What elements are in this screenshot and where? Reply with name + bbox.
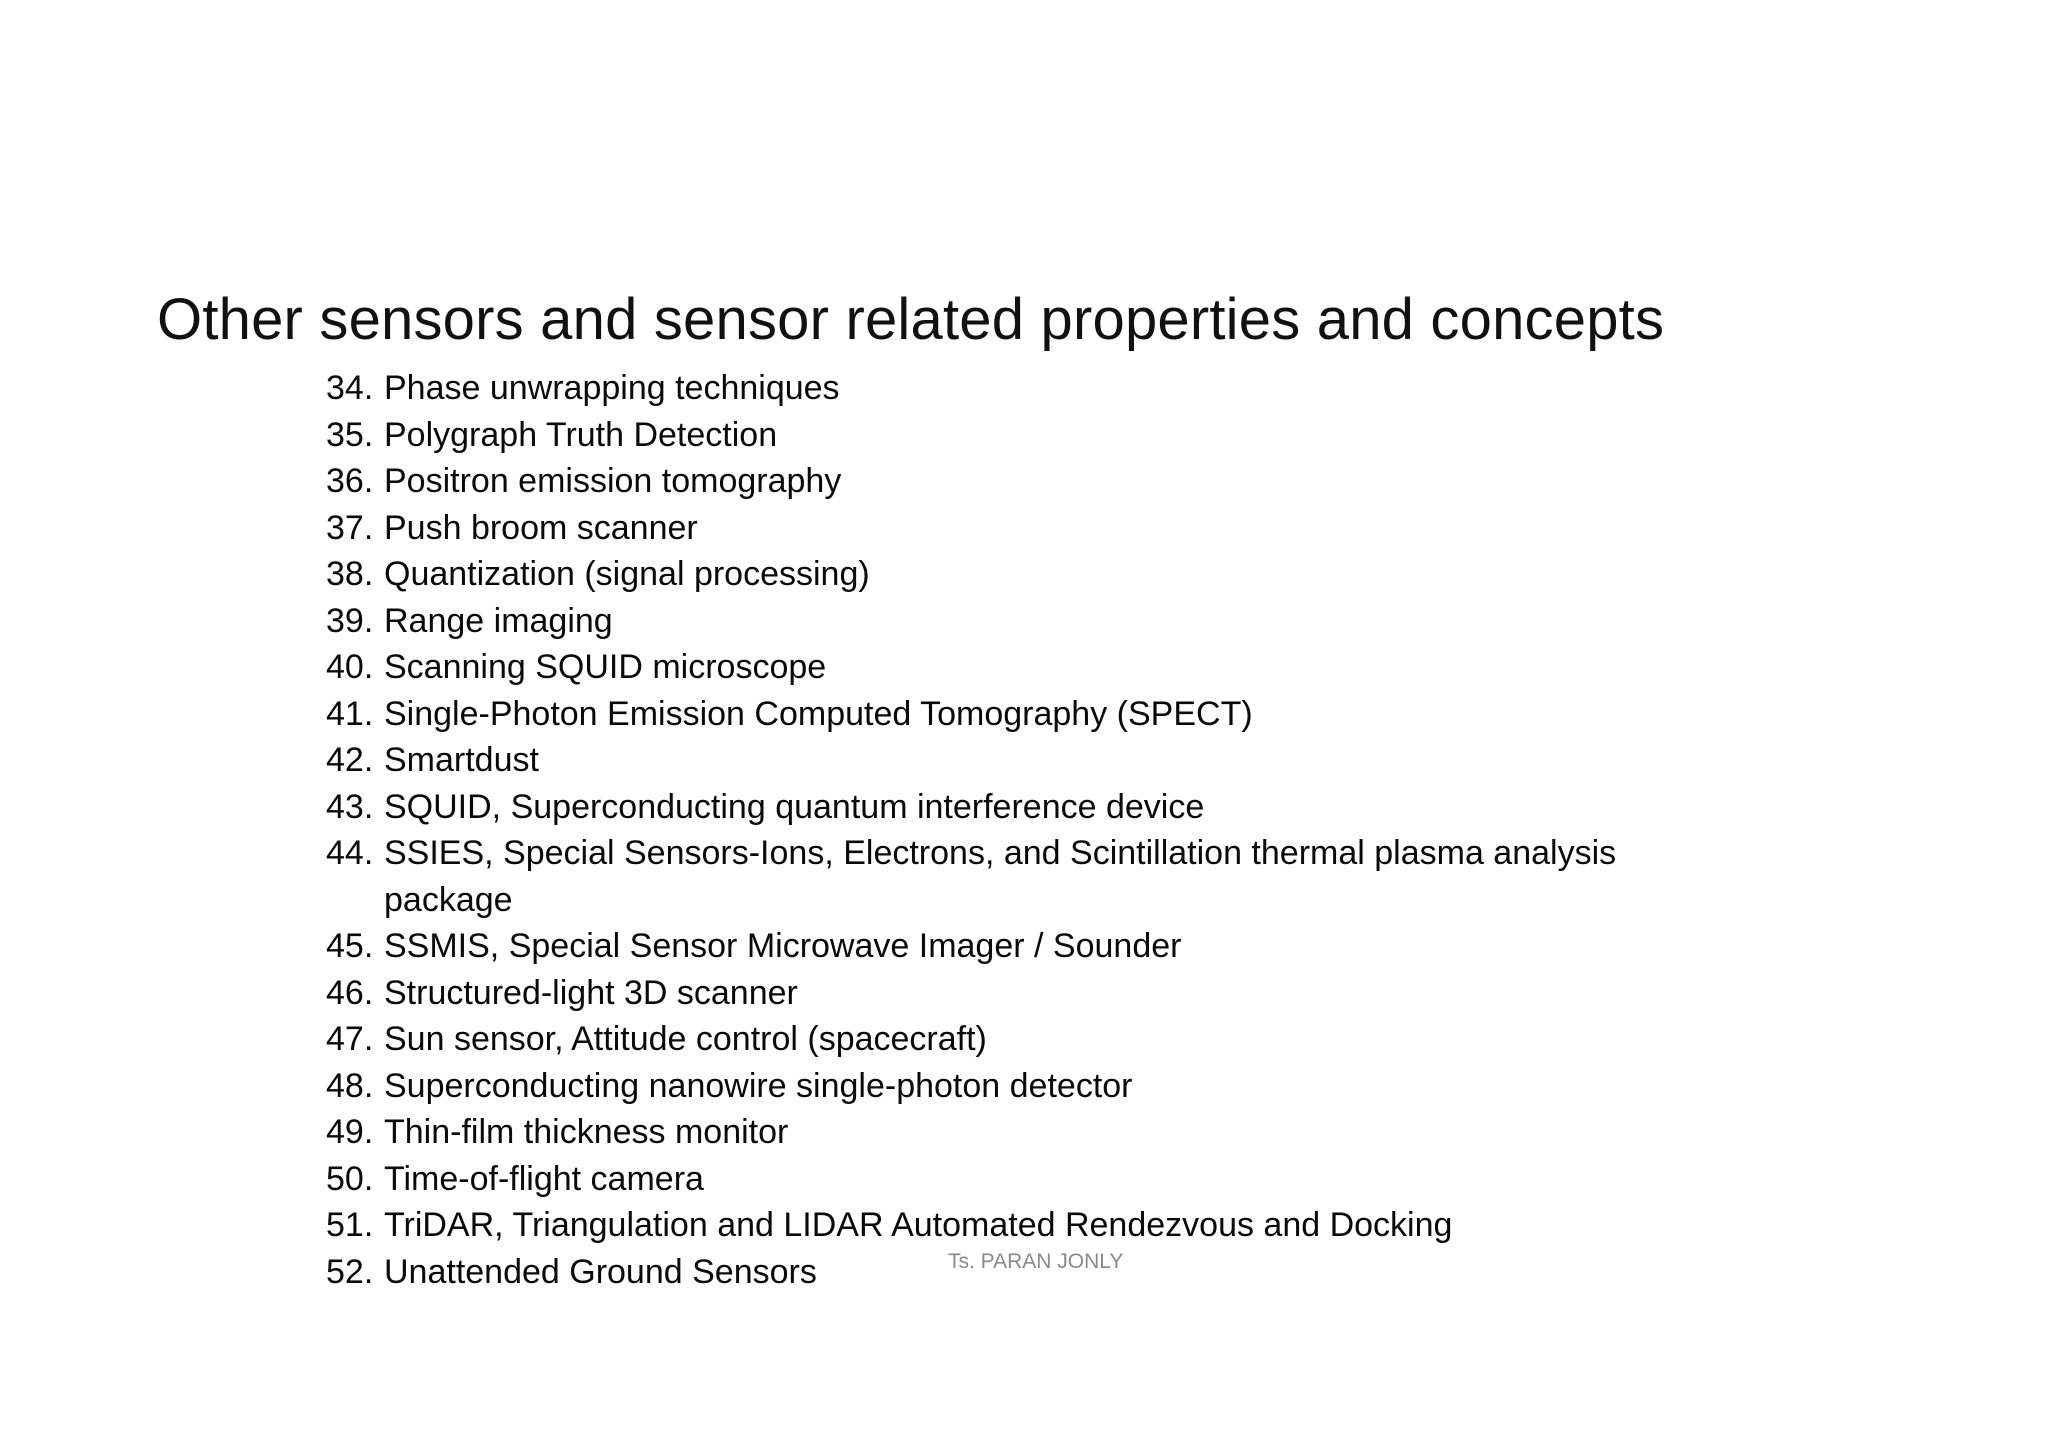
item-text: Push broom scanner (384, 508, 698, 547)
item-text: Unattended Ground Sensors (384, 1252, 817, 1291)
item-number: 48. (326, 1066, 374, 1105)
list-item (326, 784, 1686, 831)
item-text: Scanning SQUID microscope (384, 648, 827, 686)
list-item (326, 1016, 1686, 1063)
list-item (326, 1063, 1686, 1110)
item-number: 34. (326, 369, 374, 407)
item-text: Sun sensor, Attitude control (spacecraft) (384, 1020, 987, 1058)
item-number: 40. (326, 648, 374, 686)
item-text: TriDAR, Triangulation and LIDAR Automated Rendezvous and Docking (384, 1206, 1453, 1244)
item-text: SQUID, Superconducting quantum interference device (384, 787, 1205, 826)
item-text: Superconducting nanowire single-photon detector (384, 1066, 1133, 1105)
item-text: Quantization (signal processing) (384, 555, 870, 593)
item-text: Single-Photon Emission Computed Tomography (SPECT) (384, 694, 1253, 733)
footer-author: Ts. PARAN JONLY (948, 1250, 1124, 1273)
list-item (326, 691, 1686, 738)
item-text: Positron emission tomography (384, 462, 842, 500)
item-number: 35. (326, 415, 374, 454)
item-text: SSIES, Special Sensors-Ions, Electrons, and Scintillation thermal plasma analysis package (384, 834, 1617, 919)
item-number: 42. (326, 741, 374, 779)
list-item (326, 1156, 1686, 1203)
item-number: 43. (326, 787, 374, 826)
item-number: 36. (326, 462, 374, 500)
list-item (326, 1202, 1686, 1249)
item-text: Smartdust (384, 741, 539, 779)
item-text: Range imaging (384, 601, 613, 640)
list-item (326, 412, 1686, 459)
item-text: Time-of-flight camera (384, 1159, 704, 1198)
sensor-list (326, 365, 1686, 1295)
item-number: 37. (326, 508, 374, 547)
slide-title: Other sensors and sensor related properties and concepts (157, 287, 1665, 352)
list-item (326, 551, 1686, 598)
list-item (326, 830, 1686, 923)
item-number: 51. (326, 1206, 374, 1244)
item-number: 45. (326, 927, 374, 965)
list-item (326, 644, 1686, 691)
item-text: SSMIS, Special Sensor Microwave Imager / Sounder (384, 927, 1182, 965)
item-number: 41. (326, 694, 374, 733)
item-text: Structured-light 3D scanner (384, 973, 798, 1012)
item-number: 49. (326, 1113, 374, 1151)
item-number: 38. (326, 555, 374, 593)
item-text: Phase unwrapping techniques (384, 369, 840, 407)
item-number: 52. (326, 1252, 374, 1291)
list-item (326, 737, 1686, 784)
list-item (326, 1109, 1686, 1156)
item-number: 44. (326, 834, 374, 872)
list-item (326, 970, 1686, 1017)
item-number: 46. (326, 973, 374, 1012)
list-item (326, 505, 1686, 552)
list-item (326, 598, 1686, 645)
list-item (326, 458, 1686, 505)
list-item (326, 923, 1686, 970)
item-text: Thin-film thickness monitor (384, 1113, 789, 1151)
item-number: 50. (326, 1159, 374, 1198)
list-item (326, 365, 1686, 412)
item-text: Polygraph Truth Detection (384, 415, 778, 454)
item-number: 47. (326, 1020, 374, 1058)
item-number: 39. (326, 601, 374, 640)
